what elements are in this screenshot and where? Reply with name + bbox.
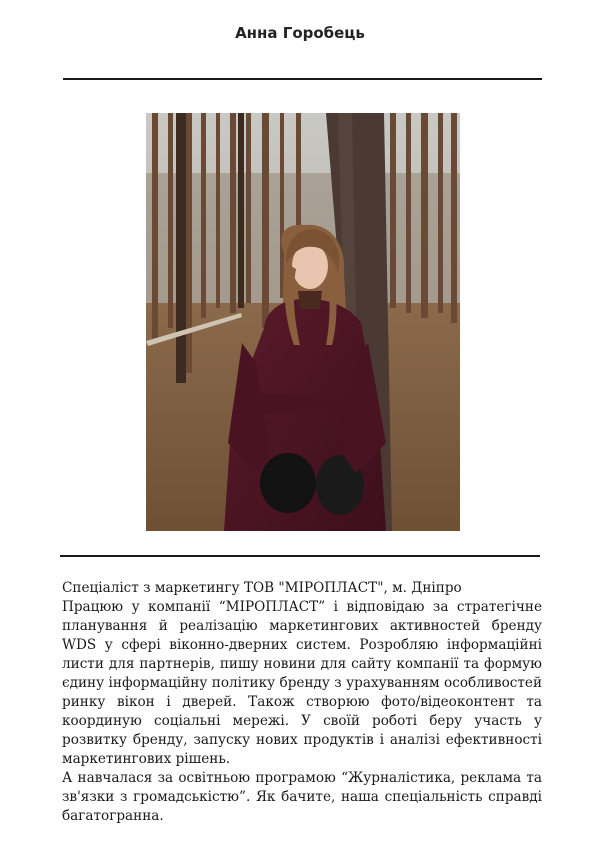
portrait-photo	[146, 113, 460, 531]
page-title: Анна Горобець	[235, 24, 365, 42]
bio-paragraph-education: А навчалася за освітньою програмою “Журналістика, реклама та зв'язки з громадськістю”. Як бачите, наша спеціальність справді багатогранна.	[62, 770, 542, 824]
bio-paragraph-work: Працюю у компанії “МІРОПЛАСТ” і відповідаю за стратегічне планування й реалізацію маркетингових активностей бренду WDS у сфері віконно-дверних систем. Розробляю інформаційні листи для партнерів, пишу новини для сайту компанії та формую єдину інформаційну політику бренду з урахуванням особливостей ринку вікон і дверей. Також створюю фото/відеоконтент та координую соціальні мережі. У своїй роботі беру участь у розвитку бренду, запуску нових продуктів і аналізі ефективності маркетингових рішень.	[62, 599, 542, 767]
top-divider	[63, 78, 542, 80]
bottom-divider	[60, 555, 540, 557]
position-line: Спеціаліст з маркетингу ТОВ "МІРОПЛАСТ", м. Дніпро	[62, 580, 462, 596]
bio-section	[62, 579, 542, 826]
